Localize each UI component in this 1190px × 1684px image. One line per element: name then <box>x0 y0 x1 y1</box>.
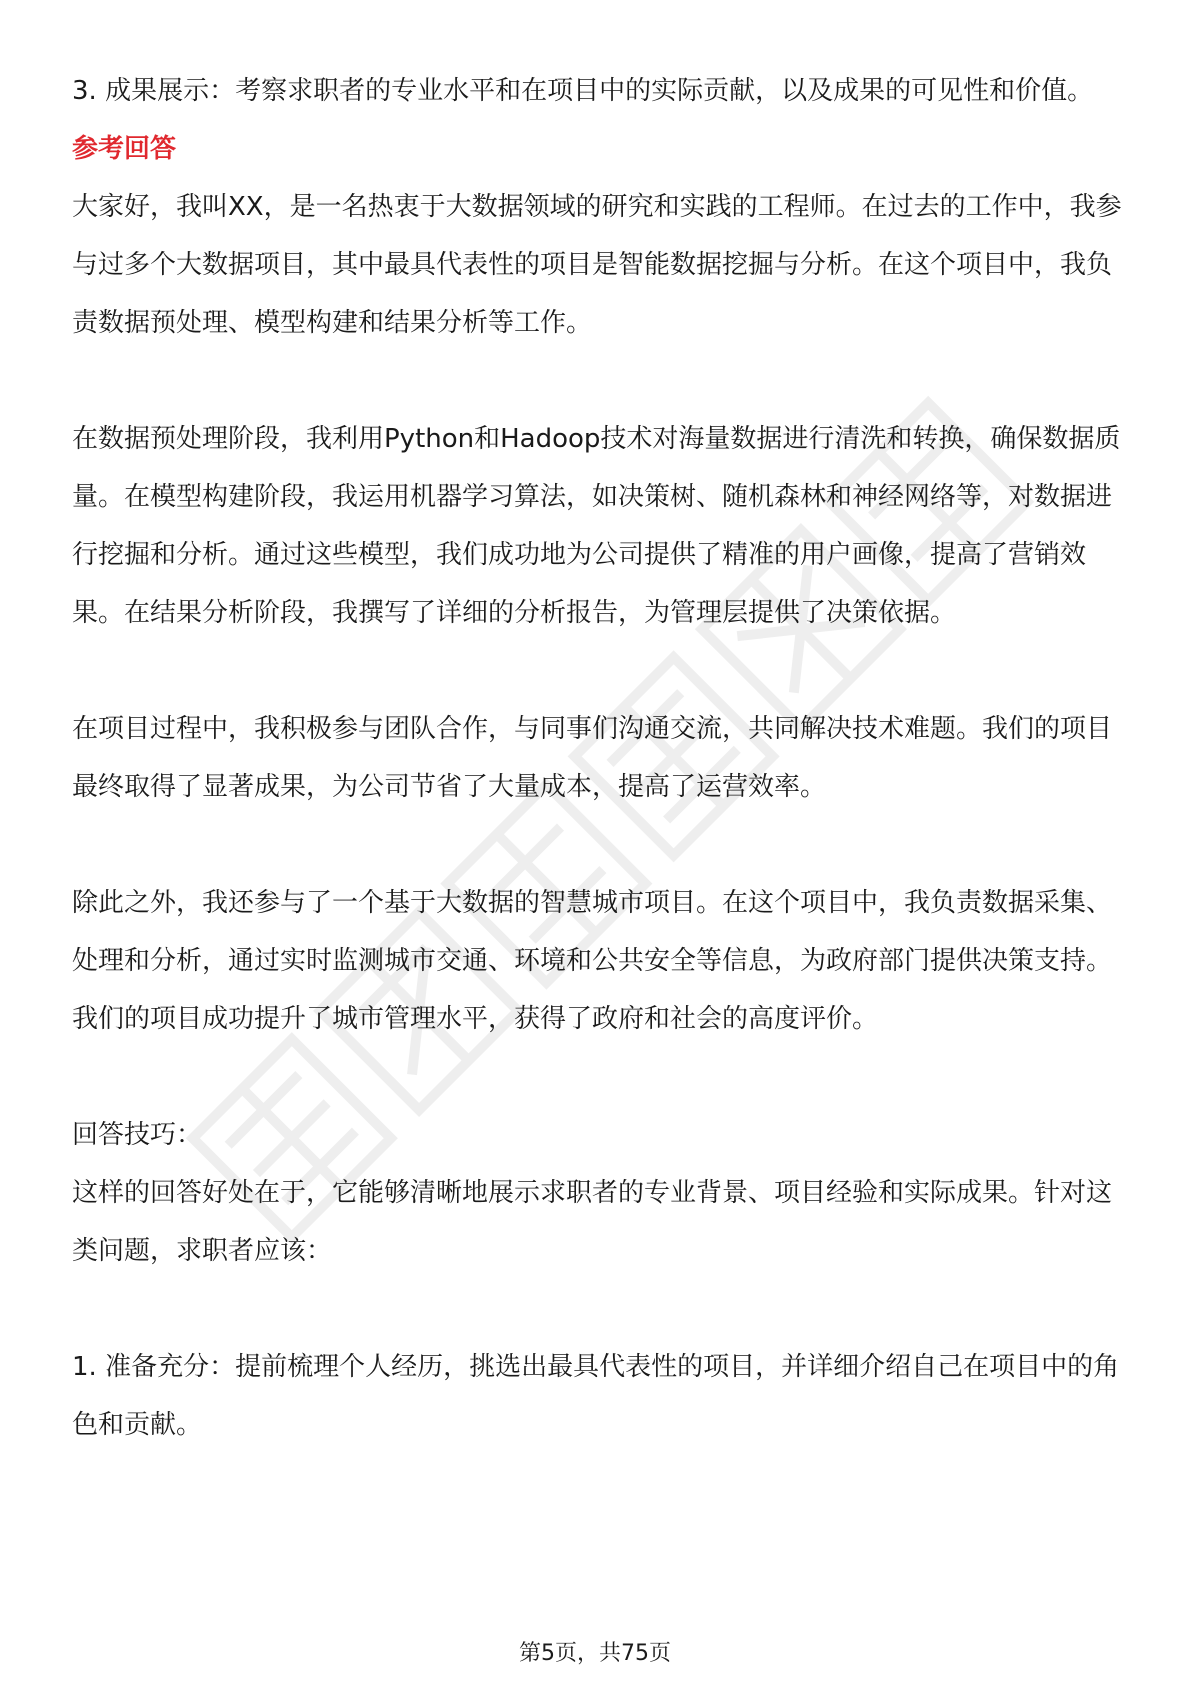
reference-answer-heading: 参考回答 <box>72 134 177 164</box>
paragraph-spacer <box>72 352 1124 410</box>
paragraph-spacer <box>72 816 1124 874</box>
paragraph-data-preprocessing: 在数据预处理阶段，我利用Python和Hadoop技术对海量数据进行清洗和转换，确保数据质量。在模型构建阶段，我运用机器学习算法，如决策树、随机森林和神经网络等，对数据进行挖掘和分析。通过这些模型，我们成功地为公司提供了精准的用户画像，提高了营销效果。在结果分析阶段，我撰写了详细的分析报告，为管理层提供了决策依据。 <box>72 424 1121 628</box>
paragraph-spacer <box>72 642 1124 700</box>
page-number-footer: 第5页，共75页 <box>519 1641 671 1666</box>
paragraph-tip-preparation: 1. 准备充分：提前梳理个人经历，挑选出最具代表性的项目，并详细介绍自己在项目中的角色和贡献。 <box>72 1352 1120 1440</box>
answer-tips-label: 回答技巧： <box>72 1120 203 1150</box>
paragraph-teamwork: 在项目过程中，我积极参与团队合作，与同事们沟通交流，共同解决技术难题。我们的项目最终取得了显著成果，为公司节省了大量成本，提高了运营效率。 <box>72 714 1113 802</box>
paragraph-intro: 大家好，我叫XX，是一名热衷于大数据领域的研究和实践的工程师。在过去的工作中，我参与过多个大数据项目，其中最具代表性的项目是智能数据挖掘与分析。在这个项目中，我负责数据预处理、模型构建和结果分析等工作。 <box>72 192 1122 338</box>
paragraph-tips-summary: 这样的回答好处在于，它能够清晰地展示求职者的专业背景、项目经验和实际成果。针对这类问题，求职者应该： <box>72 1178 1113 1266</box>
paragraph-result-display: 3. 成果展示：考察求职者的专业水平和在项目中的实际贡献，以及成果的可见性和价值。 <box>72 76 1094 106</box>
page-content <box>72 62 1124 1454</box>
paragraph-spacer <box>72 1048 1124 1106</box>
paragraph-spacer <box>72 1280 1124 1338</box>
paragraph-smart-city: 除此之外，我还参与了一个基于大数据的智慧城市项目。在这个项目中，我负责数据采集、处理和分析，通过实时监测城市交通、环境和公共安全等信息，为政府部门提供决策支持。我们的项目成功提升了城市管理水平，获得了政府和社会的高度评价。 <box>72 888 1113 1034</box>
